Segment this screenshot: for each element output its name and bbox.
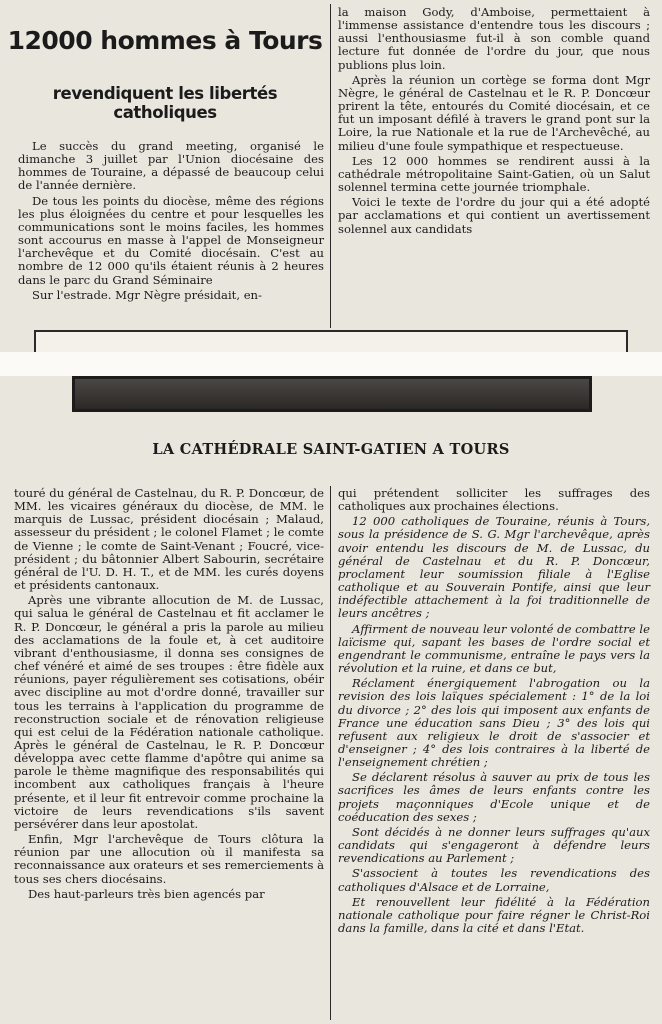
cathedral-photo bbox=[72, 376, 592, 412]
order-paragraph: Réclament énergiquement l'abrogation ou la revision des lois laïques spécialement : 1° de la loi du divorce ; 2° des lois qui imposent aux enfants de France une éducation sans Dieu ; 3° des lois qui refusent aux religieux le droit de s'associer et d'enseigner ; 4° des lois contraires à la liberté de l'enseignement chrétien ; bbox=[338, 676, 650, 770]
top-right-column bbox=[338, 6, 650, 238]
photo-caption: LA CATHÉDRALE SAINT-GATIEN A TOURS bbox=[152, 441, 510, 458]
order-paragraph: 12 000 catholiques de Touraine, réunis à Tours, sous la présidence de S. G. Mgr l'archevêque, après avoir entendu les discours de M. de Lussac, du général de Castelnau et du R. P. Doncœur, proclament leur soumission filiale à l'Eglise catholique et au Souverain Pontife, ainsi que leur indéfectible attachement à la foi traditionnelle de leurs ancêtres ; bbox=[338, 514, 650, 621]
column-rule-top bbox=[330, 4, 331, 328]
photo-frame-top bbox=[34, 330, 628, 352]
paragraph: Les 12 000 hommes se rendirent aussi à la cathédrale métropolitaine Saint-Gatien, où un Salut solennel termina cette journée triomphale. bbox=[338, 153, 650, 195]
paragraph: Après la réunion un cortège se forma dont Mgr Nègre, le général de Castelnau et le R. P. Doncœur prirent la tête, entourés du Comité diocésain, et ce fut un imposant défilé à travers le grand pont sur la Loire, la rue Nationale et la rue de l'Archevêché, au milieu d'une foule sympathique et respectueuse. bbox=[338, 72, 650, 153]
order-paragraph: Se déclarent résolus à sauver au prix de tous les sacrifices les âmes de leurs enfants contre les projets maçonniques d'Ecole unique et de coéducation des sexes ; bbox=[338, 770, 650, 824]
paragraph: Des haut-parleurs très bien agencés par bbox=[28, 886, 265, 901]
paragraph: touré du général de Castelnau, du R. P. Doncœur, de MM. les vicaires généraux du diocèse, de MM. le marquis de Lussac, président diocésain ; Malaud, assesseur du président ; le colonel Flamet ; le comte de Vienne ; le comte de Saint-Venant ; Foucré, vice-président ; du bâtonnier Albert Sabourin, secrétaire général de l'U. D. H. T., et de MM. les curés doyens et présidents cantonaux. bbox=[14, 486, 324, 593]
paragraph: Sur l'estrade. Mgr Nègre présidait, en- bbox=[32, 287, 262, 302]
order-paragraph: Sont décidés à ne donner leurs suffrages qu'aux candidats qui s'engageront à défendre leurs revendications au Parlement ; bbox=[338, 824, 650, 866]
paragraph: Le succès du grand meeting, organisé le dimanche 3 juillet par l'Union diocésaine des hommes de Touraine, a dépassé de beaucoup celui de l'année dernière. bbox=[18, 139, 324, 193]
paragraph: De tous les points du diocèse, même des régions les plus éloignées du centre et pour lesquelles les communications sont le moins faciles, les hommes sont accourus en masse à l'appel de Monseigneur l'archevêque et du Comité diocésain. C'est au nombre de 12 000 qu'ils étaient réunis à 2 heures dans le parc du Grand Séminaire bbox=[18, 193, 324, 287]
paragraph: qui prétendent solliciter les suffrages des catholiques aux prochaines élections. bbox=[338, 486, 650, 514]
order-paragraph: Et renouvellent leur fidélité à la Fédération nationale catholique pour faire régner le Christ-Roi dans la famille, dans la cité et dans l'Etat. bbox=[338, 894, 650, 935]
headline-title: 12000 hommes à Tours bbox=[7, 26, 323, 55]
paragraph: Voici le texte de l'ordre du jour qui a été adopté par acclamations et qui contient un avertissement solennel aux candidats bbox=[338, 195, 650, 236]
page-break-gap bbox=[0, 352, 662, 376]
column-rule-bottom bbox=[330, 486, 331, 1020]
paragraph: Après une vibrante allocution de M. de Lussac, qui salua le général de Castelnau et fit acclamer le R. P. Doncœur, le général a pris la parole au milieu des acclamations de la foule et, à cet auditoire vibrant d'enthousiasme, il donna ses consignes de chef vénéré et aimé de ses troupes : être fidèle aux réunions, payer régulièrement ses cotisations, obéir avec discipline au mot d'ordre donné, travailler sur tous les terrains à l'application du programme de reconstruction sociale et de rénovation religieuse qui est celui de la Fédération nationale catholique. Après le général de Castelnau, le R. P. Doncœur développa avec cette flamme d'apôtre qui anime sa parole le thème magnifique des responsabilités qui incombent aux catholiques français à l'heure présente, et il leur fit entrevoir comme prochaine la victoire de leurs revendications s'ils savent persévérer dans leur apostolat. bbox=[14, 593, 324, 831]
headline-subtitle: revendiquent les libertés catholiques bbox=[52, 84, 278, 122]
order-paragraph: S'associent à toutes les revendications des catholiques d'Alsace et de Lorraine, bbox=[338, 866, 650, 894]
top-left-column bbox=[18, 140, 324, 304]
bottom-right-column bbox=[338, 487, 650, 937]
bottom-left-column bbox=[14, 487, 324, 903]
paragraph: Enfin, Mgr l'archevêque de Tours clôtura la réunion par une allocution où il manifesta sa reconnaissance aux orateurs et ses remerciements à tous ses chers diocésains. bbox=[14, 832, 324, 886]
order-paragraph: Affirment de nouveau leur volonté de combattre le laïcisme qui, sapant les bases de l'ordre social et engendrant le communisme, entraîne le pays vers la révolution et la ruine, et dans ce but, bbox=[338, 621, 650, 676]
paragraph: la maison Gody, d'Amboise, permettaient à l'immense assistance d'entendre tous les discours ; aussi l'enthousiasme fut-il à son comble quand lecture fut donnée de l'ordre du jour, que nous publions plus loin. bbox=[338, 5, 650, 72]
